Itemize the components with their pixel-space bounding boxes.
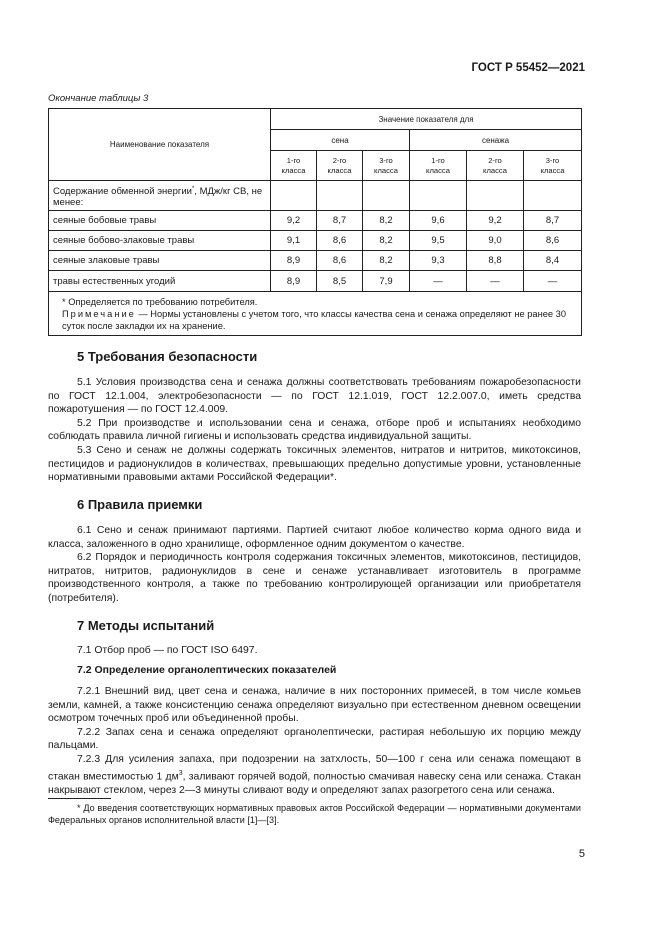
energy-row-label: Содержание обменной энергии*, МДж/кг СВ, не менее: [49,181,271,211]
header-class: 2-го класса [467,151,524,181]
header-class: 2-го класса [317,151,363,181]
table-row: сеяные бобово-злаковые травы 9,1 8,6 8,2 9,5 9,0 8,6 [49,231,582,251]
header-haylage: сенажа [410,130,582,151]
header-hay: сена [271,130,410,151]
table-row: травы естественных угодий 8,9 8,5 7,9 — — — [49,271,582,292]
page-number: 5 [578,848,585,860]
section-6-title: 6 Правила приемки [77,497,203,512]
section-5-body: 5.1 Условия производства сена и сенажа должны соответствовать требованиям пожаробезопасности по ГОСТ 12.1.004, электробезопасности — по ГОСТ 12.1.019, ГОСТ 12.2.007.0, иметь средства пожаротушения — по ГОСТ 12.4.009. 5.2 При производстве и использовании сена и сенажа, отборе проб и испытаниях необходимо соблюдать правила личной гигиены и использовать средства индивидуальной защиты. 5.3 Сено и сенаж не должны содержать токсичных элементов, нитратов и нитритов, микотоксинов, пестицидов и радионуклидов в количествах, превышающих предельно допустимые уровни, установленные нормативными правовыми актами Российской Федерации*. [48,377,581,484]
indicator-table [48,108,582,336]
section-6-body: 6.1 Сено и сенаж принимают партиями. Партией считают любое количество корма одного вида и класса, заложенного в одно хранилище, оформленное одним документом о качестве. 6.2 Порядок и периодичность контроля содержания токсичных элементов, микотоксинов, пестицидов, нитратов, нитритов, радионуклидов в сене и сенаже устанавливает изготовитель в программе производственного контроля, а также по требованию контролирующей организации или приобретателя (потребителя). [48,525,581,604]
note-label: Примечание [62,309,136,319]
section-7-2-title: 7.2 Определение органолептических показателей [77,664,337,676]
table-row: сеяные бобовые травы 9,2 8,7 8,2 9,6 9,2 8,7 [49,211,582,231]
section-7-body: 7.2.1 Внешний вид, цвет сена и сенажа, наличие в них посторонних примесей, в том числе комьев земли, камней, а также консистенцию сенажа определяют визуально при естественном дневном освещении осмотром точечных проб или объединенной пробы. 7.2.2 Запах сена и сенажа определяют органолептически, растирая небольшую их порцию между пальцами. 7.2.3 Для усиления запаха, при подозрении на затхлость, 50—100 г сена или сенажа помещают в стакан вместимостью 1 $дм^3$, заливают горячей водой, полностью смачивая навеску сена или сенажа. Стакан накрывают стеклом, через 2—3 минуты сливают воду и определяют запах разогретого сена или сенажа. [48,686,581,796]
header-class: 3-го класса [524,151,582,181]
section-7-p1: 7.1 Отбор проб — по ГОСТ ISO 6497. [77,645,258,656]
header-value-for: Значение показателя для [271,109,582,130]
header-indicator-name: Наименование показателя [49,109,271,181]
standard-number: ГОСТ Р 55452—2021 [471,62,585,74]
table-row: сеяные злаковые травы 8,9 8,6 8,2 9,3 8,8 8,4 [49,251,582,271]
header-class: 1-го класса [271,151,317,181]
footnote-star: * Определяется по требованию потребителя. [62,297,258,307]
page-footnote: * До введения соответствующих нормативных правовых актов Российской Федерации — нормативными документами Федеральных органов исполнительной власти [1]—[3]. [48,803,581,825]
header-class: 1-го класса [410,151,467,181]
table-notes: * Определяется по требованию потребителя. Примечание — Нормы установлены с учетом того, что классы качества сена и сенажа определяют не ранее 30 суток после закладки их на хранение. [49,292,582,336]
table-caption: Окончание таблицы 3 [48,93,149,104]
section-7-title: 7 Методы испытаний [77,618,215,633]
header-class: 3-го класса [363,151,410,181]
footnote-divider [48,798,111,799]
section-5-title: 5 Требования безопасности [77,349,258,364]
